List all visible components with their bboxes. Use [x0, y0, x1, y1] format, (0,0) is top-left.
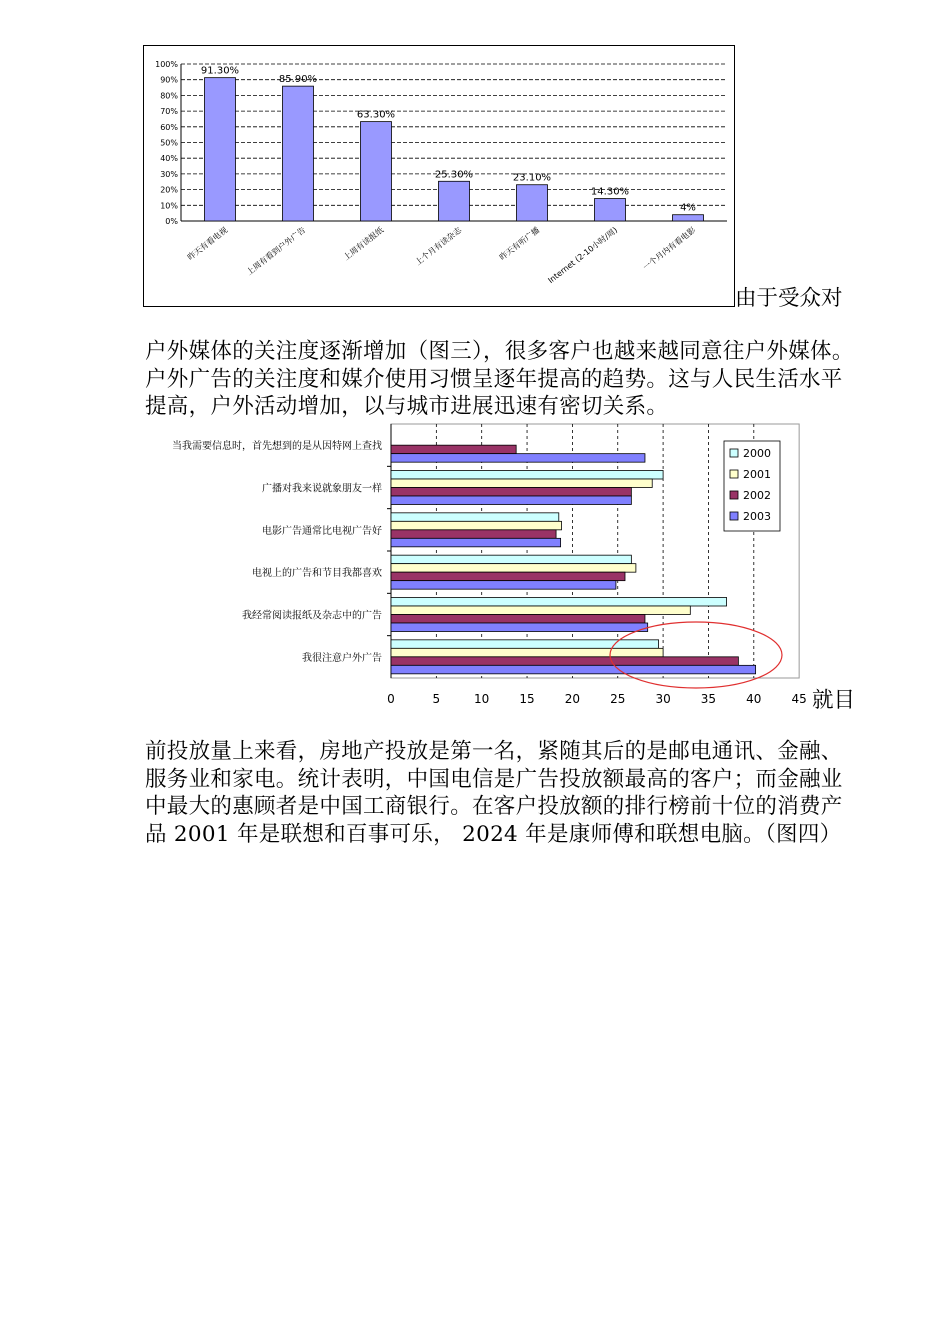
bar-2000	[391, 513, 559, 522]
y-tick-label: 50%	[160, 138, 178, 148]
data-label: 23.10%	[512, 172, 552, 184]
y-tick-label: 40%	[160, 154, 178, 164]
legend-label: 2003	[743, 510, 771, 523]
y-tick-label: 我经常阅读报纸及杂志中的广告	[242, 610, 382, 622]
x-tick-label: 25	[610, 692, 626, 706]
bar-2001	[391, 606, 690, 615]
y-tick-label: 电视上的广告和节目我都喜欢	[252, 568, 382, 580]
legend-swatch	[730, 470, 738, 478]
bar-2001	[391, 648, 663, 657]
bar	[673, 215, 704, 221]
y-tick-label: 0%	[165, 217, 178, 226]
x-tick-label: 20	[564, 692, 581, 706]
y-tick-label: 30%	[160, 169, 178, 179]
y-tick-label: 10%	[160, 201, 178, 211]
bar-2003	[391, 623, 648, 632]
x-tick-label: 40	[746, 692, 762, 706]
legend-swatch	[730, 491, 738, 499]
x-tick-label: 昨天有看电视	[185, 225, 230, 263]
bar-2002	[391, 572, 625, 581]
x-tick-label: 30	[655, 692, 671, 706]
attitude-chart	[143, 422, 807, 712]
legend	[724, 441, 780, 531]
bar	[517, 185, 548, 221]
x-tick-label: 35	[700, 692, 717, 706]
legend-swatch	[730, 512, 738, 520]
bar	[595, 199, 626, 221]
inline-text-1: 由于受众对	[735, 286, 843, 311]
data-label: 4%	[680, 202, 696, 214]
data-label: 63.30%	[356, 109, 396, 121]
bar	[283, 86, 314, 221]
x-tick-label: 10	[474, 692, 490, 706]
bar	[361, 122, 392, 221]
bar	[439, 181, 470, 221]
bar-2003	[391, 496, 631, 505]
bar-2001	[391, 564, 636, 573]
x-tick-label: 45	[791, 692, 807, 706]
y-tick-label: 90%	[160, 75, 178, 85]
bar-2000	[391, 555, 631, 564]
y-tick-label: 广播对我来说就象朋友一样	[262, 483, 382, 495]
bar-2002	[391, 445, 516, 454]
bar-2001	[391, 479, 652, 488]
x-tick-label: 15	[519, 692, 535, 706]
attitude-chart-svg	[143, 422, 807, 712]
legend-label: 2001	[743, 468, 771, 481]
x-tick-label: 上个月有读杂志	[413, 225, 464, 268]
y-tick-label: 电影广告通常比电视广告好	[262, 525, 382, 537]
bar-2003	[391, 581, 616, 590]
bar-2003	[391, 665, 756, 674]
y-tick-label: 20%	[160, 185, 178, 195]
media-usage-chart	[143, 45, 735, 307]
x-tick-label: 一个月内有看电影	[641, 225, 698, 272]
y-tick-label: 100%	[155, 60, 178, 69]
x-tick-label: 昨天有听广播	[497, 225, 542, 263]
data-label: 91.30%	[200, 65, 240, 77]
bar-2000	[391, 471, 663, 480]
y-tick-label: 70%	[160, 107, 178, 117]
bar-2002	[391, 488, 631, 497]
bar-2002	[391, 615, 645, 624]
y-tick-label: 当我需要信息时，首先想到的是从因特网上查找	[172, 441, 382, 453]
bar	[205, 78, 236, 221]
legend-label: 2002	[743, 489, 771, 502]
x-tick-label: Internet (2-10小时/周)	[546, 225, 620, 286]
inline-text-2: 就目	[812, 688, 856, 713]
legend-swatch	[730, 449, 738, 457]
x-tick-label: 上周有读报纸	[341, 225, 386, 263]
paragraph-2: 前投放量上来看，房地产投放是第一名，紧随其后的是邮电通讯、金融、服务业和家电。统计表明，中国电信是广告投放额最高的客户；而金融业中最大的惠顾者是中国工商银行。在客户投放额的排行榜前十位的消费产品 2001 年是联想和百事可乐， 2024 年是康师傅和联想电脑。（图四）	[145, 739, 843, 847]
data-label: 14.30%	[590, 186, 630, 198]
y-tick-label: 我很注意户外广告	[302, 652, 382, 664]
media-usage-chart-svg	[144, 46, 734, 306]
data-label: 25.30%	[434, 169, 474, 181]
bar-2003	[391, 454, 645, 463]
bar-2002	[391, 530, 556, 539]
x-tick-label: 0	[387, 692, 395, 706]
y-tick-label: 80%	[160, 91, 178, 101]
data-label: 85.90%	[278, 74, 318, 86]
bar-2001	[391, 521, 562, 530]
bar-2000	[391, 598, 727, 607]
legend-label: 2000	[743, 447, 771, 460]
y-tick-label: 60%	[160, 122, 178, 132]
paragraph-1: 户外媒体的关注度逐渐增加（图三），很多客户也越来越同意往户外媒体。户外广告的关注度和媒介使用习惯呈逐年提高的趋势。这与人民生活水平提高，户外活动增加，以与城市进展迅速有密切关系。	[145, 339, 854, 419]
x-tick-label: 上周有看到户外广告	[244, 225, 308, 277]
bar-2003	[391, 538, 561, 547]
bar-2002	[391, 657, 738, 666]
x-tick-label: 5	[432, 692, 441, 706]
